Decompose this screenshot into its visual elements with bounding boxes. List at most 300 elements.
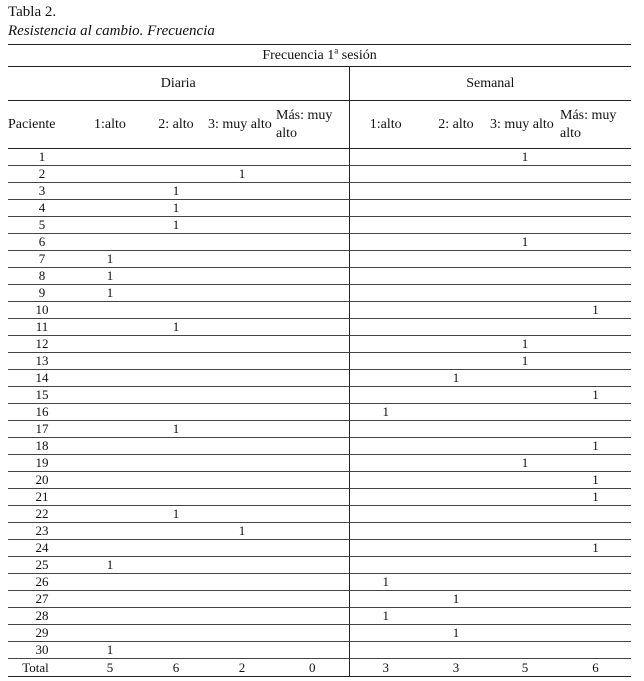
patient-id: 19 xyxy=(8,455,76,472)
daily-cell xyxy=(76,472,144,489)
daily-cell xyxy=(208,557,276,574)
weekly-cell xyxy=(560,455,631,472)
weekly-cell xyxy=(490,285,560,302)
daily-cell xyxy=(76,608,144,625)
weekly-cell xyxy=(560,574,631,591)
weekly-cell: 1 xyxy=(560,302,631,319)
table-row xyxy=(8,540,631,557)
patient-id: 7 xyxy=(8,251,76,268)
daily-cell xyxy=(208,285,276,302)
daily-cell xyxy=(76,234,144,251)
weekly-cell xyxy=(560,251,631,268)
table-number: Tabla 2. xyxy=(8,4,57,20)
table-row xyxy=(8,285,631,302)
weekly-cell xyxy=(422,149,490,166)
daily-cell: 1 xyxy=(208,166,276,183)
weekly-cell xyxy=(560,268,631,285)
weekly-cell xyxy=(490,438,560,455)
daily-cell xyxy=(144,557,208,574)
daily-cell xyxy=(144,149,208,166)
daily-cell xyxy=(76,166,144,183)
table-row xyxy=(8,608,631,625)
patient-id: 3 xyxy=(8,183,76,200)
daily-cell xyxy=(208,268,276,285)
daily-cell xyxy=(276,455,349,472)
table-row xyxy=(8,149,631,166)
patient-id: 23 xyxy=(8,523,76,540)
weekly-cell xyxy=(490,625,560,642)
table-row xyxy=(8,183,631,200)
group-daily: Diaria xyxy=(8,67,349,101)
weekly-cell xyxy=(490,302,560,319)
weekly-cell xyxy=(349,268,422,285)
weekly-cell xyxy=(560,285,631,302)
daily-cell xyxy=(208,149,276,166)
weekly-cell xyxy=(349,285,422,302)
table-row xyxy=(8,523,631,540)
table-caption xyxy=(8,3,215,41)
weekly-cell xyxy=(560,608,631,625)
daily-cell: 1 xyxy=(76,285,144,302)
daily-cell xyxy=(208,608,276,625)
daily-cell xyxy=(208,489,276,506)
daily-cell xyxy=(208,353,276,370)
table-row xyxy=(8,166,631,183)
daily-cell: 1 xyxy=(144,200,208,217)
weekly-cell xyxy=(490,523,560,540)
daily-cell xyxy=(276,183,349,200)
weekly-total: 5 xyxy=(490,659,560,677)
daily-cell xyxy=(76,200,144,217)
daily-cell: 1 xyxy=(208,523,276,540)
patient-id: 21 xyxy=(8,489,76,506)
daily-cell xyxy=(276,489,349,506)
weekly-total: 3 xyxy=(349,659,422,677)
table-row xyxy=(8,336,631,353)
weekly-cell xyxy=(560,506,631,523)
daily-cell xyxy=(276,591,349,608)
group-weekly: Semanal xyxy=(349,67,631,101)
col-weekly-3: 3: muy alto xyxy=(490,101,560,149)
daily-cell xyxy=(276,302,349,319)
patient-id: 25 xyxy=(8,557,76,574)
daily-cell xyxy=(276,387,349,404)
weekly-cell xyxy=(349,625,422,642)
daily-cell: 1 xyxy=(76,557,144,574)
patient-id: 1 xyxy=(8,149,76,166)
daily-cell xyxy=(276,217,349,234)
weekly-cell xyxy=(560,183,631,200)
daily-cell xyxy=(276,149,349,166)
weekly-cell xyxy=(422,285,490,302)
daily-cell xyxy=(76,370,144,387)
daily-cell xyxy=(144,642,208,659)
table-row xyxy=(8,200,631,217)
daily-cell xyxy=(276,234,349,251)
daily-cell xyxy=(208,404,276,421)
daily-cell xyxy=(76,302,144,319)
table-row xyxy=(8,455,631,472)
weekly-cell xyxy=(349,370,422,387)
weekly-cell xyxy=(490,574,560,591)
weekly-cell xyxy=(349,421,422,438)
daily-cell xyxy=(144,404,208,421)
table-row xyxy=(8,234,631,251)
patient-id: 27 xyxy=(8,591,76,608)
daily-cell xyxy=(144,472,208,489)
weekly-cell xyxy=(349,506,422,523)
daily-cell xyxy=(144,438,208,455)
daily-cell: 1 xyxy=(144,217,208,234)
col-daily-more: Más: muy alto xyxy=(276,101,349,149)
daily-cell xyxy=(76,336,144,353)
weekly-cell xyxy=(422,217,490,234)
weekly-cell xyxy=(349,251,422,268)
patient-id: 28 xyxy=(8,608,76,625)
daily-cell xyxy=(144,336,208,353)
weekly-cell xyxy=(422,166,490,183)
weekly-cell: 1 xyxy=(560,472,631,489)
weekly-cell xyxy=(490,540,560,557)
weekly-cell xyxy=(422,200,490,217)
col-weekly-more: Más: muy alto xyxy=(560,101,631,149)
weekly-cell xyxy=(422,472,490,489)
daily-cell xyxy=(76,506,144,523)
col-patient: Paciente xyxy=(8,101,76,149)
patient-id: 9 xyxy=(8,285,76,302)
weekly-cell xyxy=(349,642,422,659)
daily-total: 6 xyxy=(144,659,208,677)
weekly-cell xyxy=(560,404,631,421)
weekly-cell: 1 xyxy=(490,455,560,472)
frequency-table xyxy=(8,44,631,677)
daily-cell xyxy=(76,404,144,421)
weekly-cell xyxy=(490,166,560,183)
patient-id: 24 xyxy=(8,540,76,557)
daily-cell xyxy=(76,149,144,166)
weekly-cell xyxy=(560,591,631,608)
daily-cell xyxy=(276,336,349,353)
weekly-cell xyxy=(490,268,560,285)
weekly-cell: 1 xyxy=(490,353,560,370)
patient-id: 2 xyxy=(8,166,76,183)
daily-cell xyxy=(208,472,276,489)
patient-id: 4 xyxy=(8,200,76,217)
daily-cell xyxy=(276,625,349,642)
daily-cell xyxy=(208,217,276,234)
weekly-cell xyxy=(349,540,422,557)
daily-cell xyxy=(276,472,349,489)
patient-id: 15 xyxy=(8,387,76,404)
daily-cell xyxy=(76,591,144,608)
weekly-cell xyxy=(422,234,490,251)
weekly-cell xyxy=(349,489,422,506)
daily-cell xyxy=(276,370,349,387)
weekly-cell xyxy=(490,200,560,217)
weekly-cell: 1 xyxy=(560,540,631,557)
weekly-cell xyxy=(422,302,490,319)
weekly-cell xyxy=(490,608,560,625)
weekly-cell xyxy=(490,217,560,234)
daily-cell xyxy=(208,370,276,387)
weekly-cell xyxy=(560,217,631,234)
patient-id: 6 xyxy=(8,234,76,251)
weekly-cell xyxy=(422,540,490,557)
weekly-cell xyxy=(422,251,490,268)
weekly-cell xyxy=(490,472,560,489)
weekly-cell xyxy=(349,591,422,608)
weekly-cell xyxy=(422,319,490,336)
daily-cell xyxy=(208,506,276,523)
daily-cell xyxy=(144,540,208,557)
daily-cell xyxy=(276,421,349,438)
weekly-cell: 1 xyxy=(422,591,490,608)
weekly-cell: 1 xyxy=(349,608,422,625)
table-title: Resistencia al cambio. Frecuencia xyxy=(8,23,215,39)
weekly-cell xyxy=(349,166,422,183)
table-row xyxy=(8,472,631,489)
weekly-cell: 1 xyxy=(560,438,631,455)
total-row xyxy=(8,659,631,677)
table-row xyxy=(8,421,631,438)
weekly-cell xyxy=(560,642,631,659)
table-row xyxy=(8,506,631,523)
weekly-cell xyxy=(490,557,560,574)
table-row xyxy=(8,387,631,404)
daily-cell xyxy=(276,353,349,370)
daily-cell xyxy=(208,387,276,404)
daily-cell xyxy=(208,251,276,268)
patient-id: 14 xyxy=(8,370,76,387)
table-row xyxy=(8,353,631,370)
daily-cell xyxy=(208,455,276,472)
table-row xyxy=(8,302,631,319)
weekly-cell xyxy=(422,489,490,506)
weekly-total: 3 xyxy=(422,659,490,677)
daily-cell xyxy=(276,200,349,217)
patient-id: 30 xyxy=(8,642,76,659)
patient-id: 12 xyxy=(8,336,76,353)
daily-cell xyxy=(276,608,349,625)
daily-cell xyxy=(144,285,208,302)
daily-cell xyxy=(144,608,208,625)
weekly-cell xyxy=(349,353,422,370)
weekly-cell xyxy=(490,404,560,421)
daily-cell xyxy=(144,251,208,268)
daily-cell xyxy=(208,642,276,659)
table-row xyxy=(8,557,631,574)
daily-cell xyxy=(208,625,276,642)
weekly-cell xyxy=(490,642,560,659)
daily-cell xyxy=(76,489,144,506)
weekly-cell xyxy=(490,387,560,404)
weekly-cell xyxy=(422,642,490,659)
daily-cell xyxy=(276,523,349,540)
weekly-cell xyxy=(422,183,490,200)
weekly-cell xyxy=(349,472,422,489)
col-weekly-1: 1:alto xyxy=(349,101,422,149)
weekly-cell xyxy=(560,234,631,251)
weekly-cell xyxy=(490,506,560,523)
table-row xyxy=(8,217,631,234)
weekly-cell xyxy=(490,421,560,438)
table-row xyxy=(8,642,631,659)
daily-cell xyxy=(208,200,276,217)
weekly-cell xyxy=(349,200,422,217)
daily-cell xyxy=(144,234,208,251)
daily-cell xyxy=(76,540,144,557)
table-row xyxy=(8,319,631,336)
patient-id: 13 xyxy=(8,353,76,370)
weekly-cell xyxy=(349,523,422,540)
weekly-cell xyxy=(422,404,490,421)
daily-cell xyxy=(76,353,144,370)
weekly-cell xyxy=(422,353,490,370)
weekly-cell xyxy=(422,506,490,523)
daily-cell xyxy=(144,625,208,642)
weekly-cell xyxy=(422,523,490,540)
weekly-cell xyxy=(349,234,422,251)
weekly-cell xyxy=(490,251,560,268)
daily-cell xyxy=(76,438,144,455)
weekly-cell xyxy=(490,319,560,336)
weekly-cell: 1 xyxy=(349,404,422,421)
weekly-cell xyxy=(349,319,422,336)
header-session-row xyxy=(8,45,631,67)
weekly-cell: 1 xyxy=(422,625,490,642)
daily-cell xyxy=(144,387,208,404)
weekly-cell xyxy=(560,625,631,642)
daily-total: 0 xyxy=(276,659,349,677)
col-daily-2: 2: alto xyxy=(144,101,208,149)
daily-cell: 1 xyxy=(76,642,144,659)
weekly-cell xyxy=(422,455,490,472)
table-row xyxy=(8,591,631,608)
daily-cell: 1 xyxy=(144,506,208,523)
daily-cell xyxy=(76,217,144,234)
weekly-cell xyxy=(349,149,422,166)
weekly-cell xyxy=(422,608,490,625)
daily-cell xyxy=(76,183,144,200)
daily-cell xyxy=(76,387,144,404)
weekly-cell xyxy=(490,591,560,608)
daily-cell: 1 xyxy=(144,319,208,336)
daily-cell xyxy=(144,302,208,319)
table-row xyxy=(8,370,631,387)
weekly-cell xyxy=(349,455,422,472)
daily-cell xyxy=(276,574,349,591)
daily-cell xyxy=(276,319,349,336)
weekly-cell xyxy=(560,319,631,336)
weekly-cell xyxy=(560,370,631,387)
daily-cell xyxy=(76,455,144,472)
weekly-cell: 1 xyxy=(490,336,560,353)
daily-cell xyxy=(208,438,276,455)
weekly-cell: 1 xyxy=(490,149,560,166)
daily-cell xyxy=(276,268,349,285)
patient-id: 17 xyxy=(8,421,76,438)
weekly-cell xyxy=(422,421,490,438)
weekly-cell xyxy=(349,557,422,574)
weekly-cell xyxy=(422,387,490,404)
daily-total: 5 xyxy=(76,659,144,677)
daily-cell xyxy=(208,183,276,200)
daily-cell xyxy=(144,166,208,183)
daily-cell xyxy=(76,523,144,540)
daily-cell xyxy=(276,438,349,455)
daily-cell xyxy=(144,574,208,591)
daily-cell xyxy=(208,591,276,608)
table-row xyxy=(8,438,631,455)
table-row xyxy=(8,251,631,268)
weekly-cell xyxy=(490,489,560,506)
total-label: Total xyxy=(8,659,76,677)
daily-cell xyxy=(144,591,208,608)
patient-id: 18 xyxy=(8,438,76,455)
weekly-cell xyxy=(560,149,631,166)
daily-cell xyxy=(144,370,208,387)
weekly-cell xyxy=(349,438,422,455)
weekly-cell xyxy=(349,336,422,353)
daily-cell xyxy=(276,251,349,268)
weekly-total: 6 xyxy=(560,659,631,677)
daily-cell xyxy=(76,421,144,438)
daily-cell xyxy=(276,285,349,302)
patient-id: 20 xyxy=(8,472,76,489)
daily-cell xyxy=(208,540,276,557)
patient-id: 29 xyxy=(8,625,76,642)
daily-cell: 1 xyxy=(76,251,144,268)
daily-cell xyxy=(208,319,276,336)
weekly-cell xyxy=(560,166,631,183)
table-row xyxy=(8,268,631,285)
weekly-cell xyxy=(422,557,490,574)
weekly-cell xyxy=(422,438,490,455)
daily-cell xyxy=(76,319,144,336)
weekly-cell xyxy=(560,557,631,574)
daily-cell xyxy=(276,642,349,659)
weekly-cell xyxy=(560,421,631,438)
weekly-cell: 1 xyxy=(560,387,631,404)
session-header: Frecuencia 1$^a$ sesión xyxy=(8,45,631,67)
daily-cell xyxy=(276,506,349,523)
patient-id: 26 xyxy=(8,574,76,591)
table-row xyxy=(8,489,631,506)
weekly-cell: 1 xyxy=(349,574,422,591)
patient-id: 16 xyxy=(8,404,76,421)
patient-id: 5 xyxy=(8,217,76,234)
table-row xyxy=(8,574,631,591)
daily-cell xyxy=(144,523,208,540)
daily-cell: 1 xyxy=(76,268,144,285)
weekly-cell xyxy=(490,183,560,200)
weekly-cell xyxy=(422,268,490,285)
daily-cell xyxy=(276,557,349,574)
weekly-cell xyxy=(490,370,560,387)
daily-cell: 1 xyxy=(144,183,208,200)
col-daily-1: 1:alto xyxy=(76,101,144,149)
weekly-cell xyxy=(349,302,422,319)
weekly-cell xyxy=(422,336,490,353)
weekly-cell xyxy=(560,200,631,217)
daily-cell xyxy=(76,574,144,591)
weekly-cell xyxy=(560,353,631,370)
daily-total: 2 xyxy=(208,659,276,677)
daily-cell xyxy=(276,540,349,557)
daily-cell xyxy=(144,268,208,285)
weekly-cell xyxy=(349,183,422,200)
daily-cell xyxy=(276,404,349,421)
